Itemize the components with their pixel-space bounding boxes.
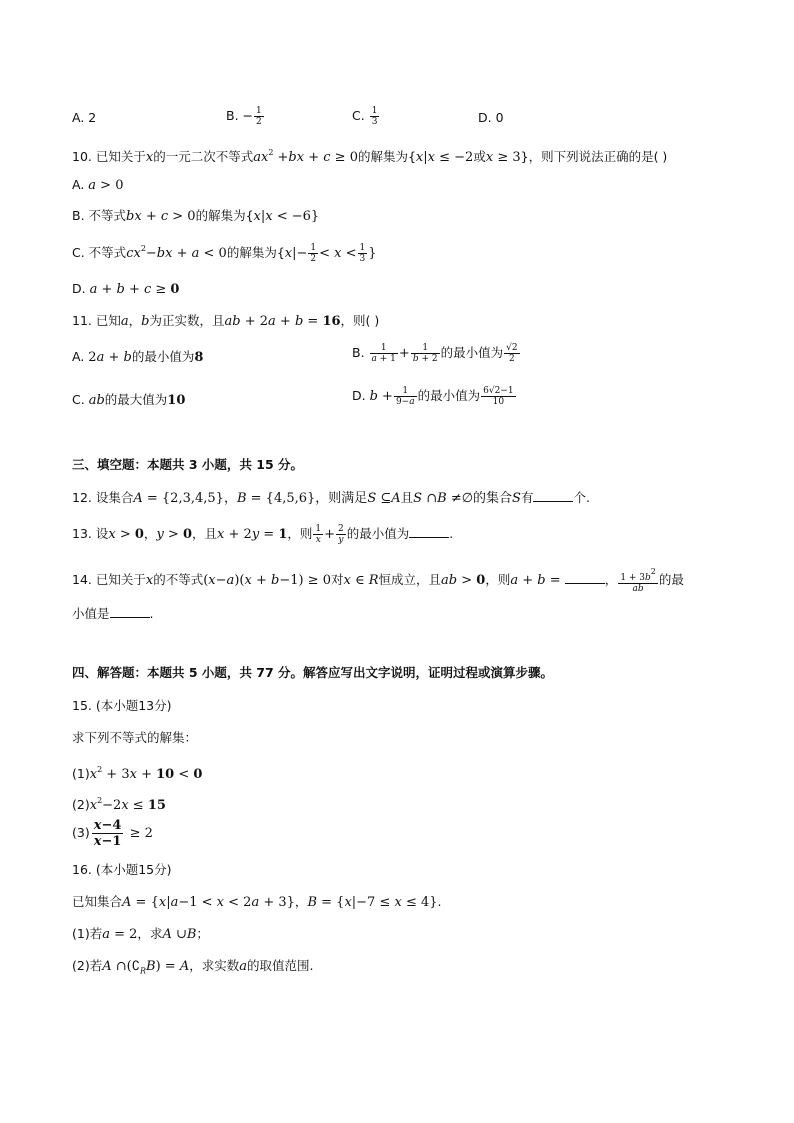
q16-head: 16. (本小题15分)	[72, 862, 172, 877]
q15-part-1: $(1)x^2 + 3x + 10 < 0$	[72, 765, 203, 782]
q15-part-3: (3) $\frac{x-4}{x-1}$ ≥ 2	[72, 818, 153, 849]
q10-option-a: A. a > 0	[72, 177, 124, 193]
q9-option-b: B. − $\frac{1}{2}$	[226, 106, 262, 127]
q10-option-b: B. 不等式bx + c > 0的解集为{x|x < −6}	[72, 208, 320, 224]
q15-part-2: $(2)x^2-2x \le 15$	[72, 796, 166, 813]
q10-option-d: D. a + b + c ≥ 0	[72, 281, 180, 297]
q12: 12. 设集合A = {2,3,4,5}，B = {4,5,6}，则满足S ⊆A且S ∩B ≠∅的集合S有 个.	[72, 490, 590, 506]
q13: 13. 设x > 0，y > 0，且x + 2y = 1，则 $\frac{1}{x}$ + $\frac{2}{y}$ 的最小值为 .	[72, 524, 454, 545]
q11-stem: 11. 已知a，b为正实数，且ab + 2a + b = 16，则( )	[72, 313, 380, 329]
q16-part-1: (1)若a = 2，求A ∪B；	[72, 926, 209, 942]
q11-option-b: B. $\frac{1}{a + 1}$ + $\frac{1}{b + 2}$ 的最小值为 $\frac{√2}{2}$	[352, 343, 518, 364]
q14-line-2: 小值是 .	[72, 606, 154, 621]
q14-line-1: 14. 已知关于x的不等式(x−a)(x + b−1) ≥ 0对x ∈ R恒成立，且ab > 0，则a + b = ， $\frac{1 + 3b^2}{ab}$ 的最	[72, 567, 684, 594]
q9-option-c: C. $\frac{1}{3}$	[352, 106, 378, 127]
q9-option-d: D. 0	[478, 110, 504, 125]
q10-option-c: C. 不等式$cx^2-bx + a < 0$的解集为{x|− $\frac{1}{2}$ < x < $\frac{1}{3}$ }	[72, 243, 377, 264]
q16-part-2: (2)若A $\cap(∁_RB) = A$，求实数a的取值范围.	[72, 958, 314, 976]
q11-option-a: A. 2a + b的最小值为8	[72, 349, 204, 365]
q10-stem: 10. 已知关于x的一元二次不等式$ax^2 +bx + c \ge 0$的解集为{x|x ≤ −2或x ≥ 3}，则下列说法正确的是( )	[72, 148, 668, 165]
q9-option-a: A. 2	[72, 110, 97, 125]
q11-option-c: C. ab的最大值为10	[72, 392, 186, 408]
q11-option-d: D. b + $\frac{1}{9-a}$ 的最小值为 $\frac{6√2-1}{10}$	[352, 386, 514, 407]
q15-intro: 求下列不等式的解集：	[72, 730, 198, 745]
section-3-title: 三、填空题：本题共 3 小题，共 15 分。	[72, 457, 304, 472]
q16-intro: 已知集合A = {x|a−1 < x < 2a + 3}，B = {x|−7 ≤ x ≤ 4}.	[72, 894, 442, 910]
section-4-title: 四、解答题：本题共 5 小题，共 77 分。解答应写出文字说明，证明过程或演算步骤。	[72, 665, 554, 680]
q15-head: 15. (本小题13分)	[72, 698, 172, 713]
